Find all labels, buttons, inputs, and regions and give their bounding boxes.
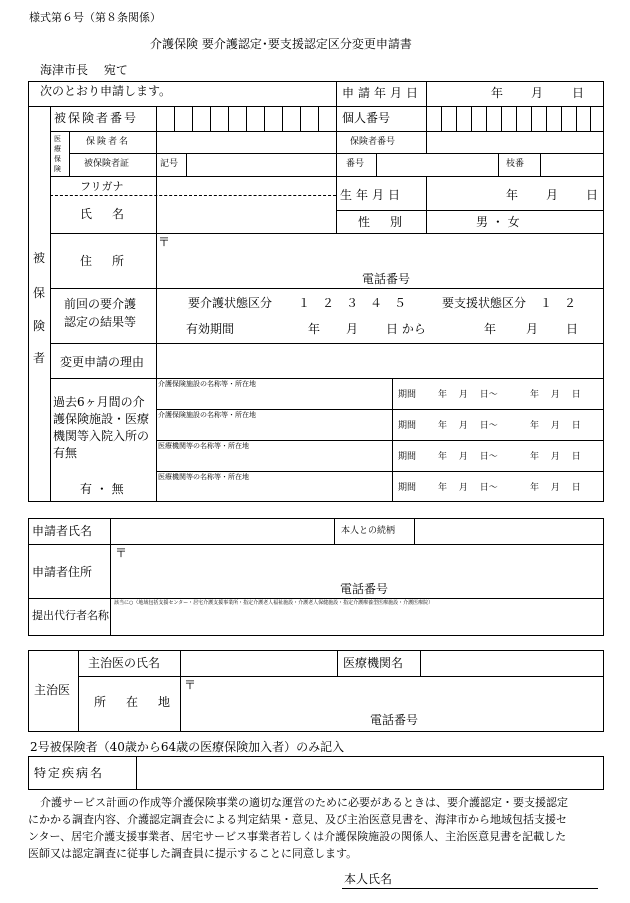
institution-label: 医療機関名 [343,656,404,670]
relationship-label: 本人との続柄 [341,526,396,536]
form-title: 介護保険 要介護認定･要支援認定区分変更申請書 [150,37,412,51]
address-postal-mark: 〒 [158,235,171,249]
card-symbol-field[interactable] [187,154,335,175]
agent-label: 提出代行者名称 [32,609,109,622]
birth-date-label: 生年月日 [340,188,405,202]
doctor-location-label: 所 在 地 [94,695,175,709]
agent-note: 該当に○（地域包括支援センター・居宅介護支援事業所・指定介護老人福祉施設・介護老人保健施設・指定介護療養型医療施設・介護医療院） [114,600,434,606]
facility-label-3: 医療機関等の名称等・所在地 [158,442,249,450]
insurer-name-label: 保険者名 [86,137,131,147]
admission-yes-no[interactable]: 有 ・ 無 [80,482,124,496]
facility-field-4[interactable] [157,472,391,501]
insurer-name-field[interactable] [157,132,335,152]
address-field[interactable] [157,234,603,270]
branch-number-field[interactable] [541,154,603,175]
card-symbol-label: 記号 [160,159,179,169]
period-field-2[interactable] [393,410,603,439]
card-number-label: 番号 [346,159,365,169]
name-field[interactable] [157,196,335,232]
facility-label-4: 医療機関等の名称等・所在地 [158,473,249,481]
care-level-options[interactable]: １ ２ ３ ４ ５ [298,296,407,310]
address-label: 住 所 [80,254,129,268]
facility-label-1: 介護保険施設の名称等・所在地 [158,380,256,388]
insured-side-label-3: 険 [33,319,46,333]
sex-options[interactable]: 男 ・ 女 [476,215,520,229]
doctor-postal-mark: 〒 [184,678,197,692]
applicant-postal-mark: 〒 [115,546,128,560]
furigana-label: フリガナ [80,180,124,193]
validity-label: 有効期間 [186,322,235,336]
support-level-label: 要支援状態区分 [442,296,527,310]
branch-number-label: 枝番 [506,159,525,169]
furigana-field[interactable] [157,177,335,194]
insurer-number-field[interactable] [427,132,603,152]
form-number: 様式第６号（第８条関係） [29,11,161,24]
request-text: 次のとおり申請します。 [40,84,172,98]
agent-field[interactable] [111,609,603,635]
consent-line-4: 医師又は認定調査に従事した調査員に提示することに同意します。 [28,847,358,860]
insured-side-label-1: 被 [33,251,46,265]
doctor-name-field[interactable] [181,651,336,675]
facility-field-1[interactable] [157,379,391,409]
doctor-side-label: 主治医 [34,683,71,697]
signature-label: 本人氏名 [344,872,393,886]
previous-result-label-1: 前回の要介護 [64,297,137,311]
facility-label-2: 介護保険施設の名称等・所在地 [158,411,256,419]
period-field-4[interactable] [393,472,603,501]
consent-line-2: にかかる調査内容、介護認定調査会による判定結果・意見、及び主治医意見書を、海津市から地域包括支援セ [28,813,567,826]
insured-number-label: 被保険者番号 [54,111,139,125]
medical-insurance-side-label: 医 療 保 険 [54,135,61,173]
application-date-field[interactable] [426,82,604,105]
insured-side-label-4: 者 [33,351,46,365]
institution-field[interactable] [421,651,603,675]
doctor-location-field[interactable] [181,677,603,711]
admission-label-4: 有無 [53,446,78,460]
support-level-options[interactable]: １ ２ [540,296,577,310]
previous-result-label-2: 認定の結果等 [64,315,137,329]
doctor-phone-label: 電話番号 [370,713,419,727]
insurance-card-label: 被保険者証 [84,159,130,169]
applicant-name-field[interactable] [111,519,333,543]
applicant-phone-label: 電話番号 [340,582,389,596]
relationship-field[interactable] [415,519,603,543]
validity-period-field[interactable] [157,318,603,342]
change-reason-label: 変更申請の理由 [60,355,145,369]
applicant-address-field[interactable] [111,545,603,580]
application-date-label: 申請年月日 [342,86,423,100]
admission-label-2: 護保険施設・医療 [53,412,150,426]
signature-field[interactable] [400,868,598,888]
name-label: 氏 名 [80,207,129,221]
personal-number-label: 個人番号 [342,111,391,125]
period-field-3[interactable] [393,441,603,470]
facility-field-2[interactable] [157,410,391,439]
sex-label: 性 別 [358,215,407,229]
facility-field-3[interactable] [157,441,391,470]
admission-label-3: 機関等入院入所の [53,429,150,443]
care-level-label: 要介護状態区分 [188,296,273,310]
insured-side-label-2: 保 [33,286,46,300]
period-field-1[interactable] [393,379,603,409]
consent-line-3: ンター、居宅介護支援事業者、居宅サービス事業者若しくは介護保険施設の関係人、主治医意見書を記載した [28,830,567,843]
change-reason-field[interactable] [157,344,603,377]
address-phone-label: 電話番号 [362,272,411,286]
applicant-address-label: 申請者住所 [32,565,93,579]
consent-line-1: 介護サービス計画の作成等介護保険事業の適切な運営のために必要があるときは、要介護認定・要支援認定 [40,796,568,809]
specific-disease-field[interactable] [137,757,603,789]
applicant-name-label: 申請者氏名 [32,524,93,538]
doctor-name-label: 主治医の氏名 [88,656,161,670]
admission-label-1: 過去6ヶ月間の介 [53,395,145,409]
birth-date-field[interactable] [427,177,603,209]
type2-note: 2号被保険者（40歳から64歳の医療保険加入者）のみ記入 [30,740,345,754]
card-number-field[interactable] [377,154,497,175]
insurer-number-label: 保険者番号 [350,137,396,147]
specific-disease-label: 特定疾病名 [34,766,105,780]
addressee: 海津市長 宛て [40,63,128,77]
